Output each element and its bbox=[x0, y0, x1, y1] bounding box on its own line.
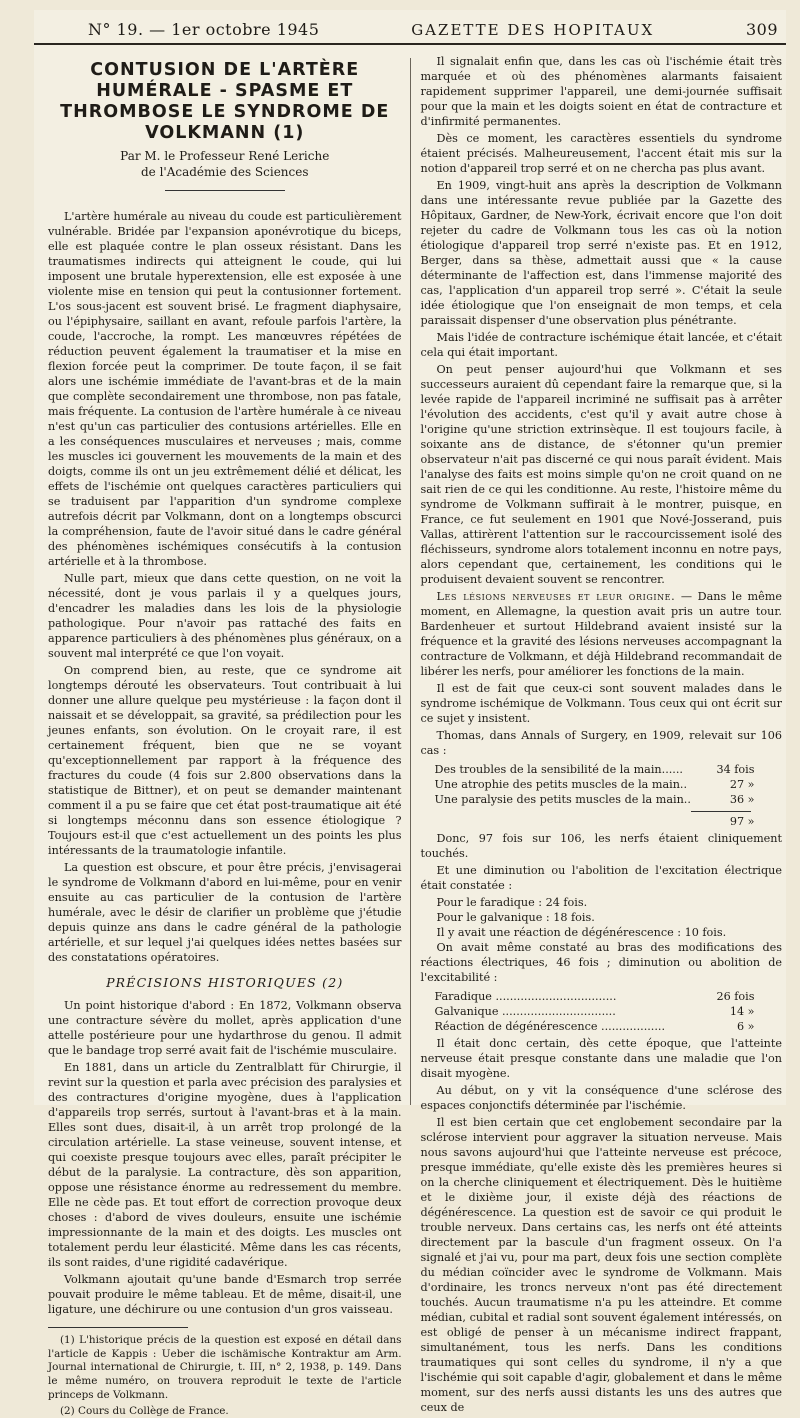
paragraph: Il était donc certain, dès cette époque, que l'atteinte nerveuse était presque constante dans une maladie que l'on disait myogène. bbox=[420, 1037, 782, 1080]
paragraph-text: — Dans le même moment, en Allemagne, la question avait pris un autre tour. Bardenheuer et surtout Hildebrand avaient insisté sur la fréquence et la gravité des lésions nerveuses accompagnant la contracture de Volkmann, et déjà Hildebrand recommandait de libérer les nerfs, pour améliorer les fonctions de la main. bbox=[420, 590, 783, 678]
journal-name: GAZETTE DES HOPITAUX bbox=[411, 21, 655, 39]
paragraph: On comprend bien, au reste, que ce syndrome ait longtemps dérouté les observateurs. Tout contribuait à lui donner une allure quelque peu mystérieuse : la façon dont il naissait et se développait, sa gravité, sa prédilection pour les jeunes enfants, son évolution. On le croyait rare, il est certainement fréquent, bien que ne se voyant qu'exceptionnellement par rapport à la fréquence des fractures du coude (4 fois sur 2.800 observations dans la statistique de Bittner), et on peut se demander maintenant comment il a pu se faire que cet état post-traumatique ait été si longtemps méconnu dans son essence étiologique ? Toujours est-il que c'est actuellement un des points les plus intéressants de la traumatologie infantile. bbox=[48, 664, 402, 858]
line: Pour le galvanique : 18 fois. bbox=[436, 911, 595, 924]
stats-table-thomas bbox=[435, 762, 783, 829]
page-number: 309 bbox=[745, 20, 778, 39]
stats-row: Galvanique ................................ 14 » bbox=[434, 1005, 755, 1018]
stats-row: Faradique .................................. 26 fois bbox=[434, 990, 755, 1003]
footnote: (1) L'historique précis de la question est exposé en détail dans l'article de Kappis : Ueber die ischämische Kontraktur am Arm. Journal international de Chirurgie, t. III, n° 2, 1938, p. 149. Dans le même numéro, on trouvera reproduit le texte de l'article princeps de Volkmann. bbox=[48, 1333, 402, 1401]
nerves-heading: Les lésions nerveuses et leur origine. bbox=[436, 590, 676, 603]
section-heading: PRÉCISIONS HISTORIQUES (2) bbox=[106, 975, 344, 991]
page-header bbox=[34, 10, 786, 45]
paragraph: Thomas, dans Annals of Surgery, en 1909, relevait sur 106 cas : bbox=[420, 729, 782, 757]
article-author: Par M. le Professeur René Leriche bbox=[120, 149, 330, 163]
column-divider bbox=[410, 58, 411, 1105]
author-affiliation: de l'Académie des Sciences bbox=[140, 165, 309, 180]
stats-total: 97 » bbox=[729, 815, 755, 828]
footnote-separator bbox=[48, 1327, 188, 1328]
paragraph: Volkmann ajoutait qu'une bande d'Esmarch trop serrée pouvait produire le même tableau. Et de même, disait-il, une ligature, une déchirure ou une contusion d'un gros vaisseau. bbox=[48, 1272, 402, 1316]
left-column bbox=[34, 54, 406, 1417]
stats-table-electric bbox=[435, 989, 783, 1034]
sum-rule bbox=[691, 811, 751, 812]
line: Il y avait une réaction de dégénérescence : 10 fois. bbox=[436, 926, 727, 939]
paragraph: En 1881, dans un article du Zentralblatt für Chirurgie, il revint sur la question et parla avec précision des paralysies et des contractures d'origine myogène, dues à l'application d'appareils trop serrés, surtout à l'avant-bras et à la main. Elles sont dues, disait-il, à un arrêt trop prolongé de la circulation artérielle. La stase veineuse, souvent intense, et qui coexiste presque toujours avec elles, paraît précipiter le début de la paralysie. La contracture, dès son apparition, oppose une résistance énorme au redressement du membre. Elle ne cède pas. Et tout effort de correction provoque deux choses : d'abord de vives douleurs, ensuite une ischémie impressionnante de la main et des doigts. Les muscles ont totalement perdu leur élasticité. Même dans les cas récents, ils sont raides, d'une rigidité cadavérique. bbox=[48, 1060, 402, 1269]
issue-date: N° 19. — 1er octobre 1945 bbox=[88, 20, 320, 39]
paragraph: Il est de fait que ceux-ci sont souvent malades dans le syndrome ischémique de Volkmann. Tous ceux qui ont écrit sur ce sujet y insistent. bbox=[420, 682, 782, 725]
paragraph: La question est obscure, et pour être précis, j'envisagerai le syndrome de Volkmann d'abord en lui-même, pour en venir ensuite au cas particulier de la contusion de l'artère humérale, avec le désir de clarifier un problème que j'étudie depuis quinze ans dans le cadre général de la pathologie artérielle, et sur lequel j'ai quelques idées nettes basées sur des constatations opératoires. bbox=[48, 861, 402, 965]
paragraph: En 1909, vingt-huit ans après la description de Volkmann dans une intéressante revue publiée par la Gazette des Hôpitaux, Gardner, de New-York, écrivait encore que l'on doit rejeter du cadre de Volkmann tous les cas où la notion étiologique d'appareil trop serré n'existe pas. Et en 1912, Berger, dans sa thèse, admettait aussi que « la cause déterminante de l'affection est, dans l'immense majorité des cas, l'application d'un appareil trop serré ». C'était la seule idée étiologique que l'on enseignait de mon temps, et cela paraissait dispenser d'une observation plus pénétrante. bbox=[420, 179, 782, 327]
paragraph: Dès ce moment, les caractères essentiels du syndrome étaient précisés. Malheureusement, l'accent était mis sur la notion d'appareil trop serré et on ne chercha pas plus avant. bbox=[420, 132, 782, 175]
journal-page bbox=[34, 10, 786, 1417]
paragraph: Au début, on y vit la conséquence d'une sclérose des espaces conjonctifs déterminée par l'ischémie. bbox=[420, 1084, 782, 1112]
paragraph: Mais l'idée de contracture ischémique était lancée, et c'était cela qui était important. bbox=[420, 331, 782, 359]
article-title: CONTUSION DE L'ARTÈRE HUMÉRALE - SPASME ET THROMBOSE LE SYNDROME DE VOLKMANN (1) bbox=[60, 60, 390, 143]
paragraph: L'artère humérale au niveau du coude est particulièrement vulnérable. Bridée par l'expansion aponévrotique du biceps, elle est plaquée contre le plan osseux résistant. Dans les traumatismes indirects qui atteignent le coude, qui lui imposent une brutale hyperextension, elle est exposée à une violente mise en tension qui peut la contusionner fortement. L'os sous-jacent est souvent brisé. Le fragment diaphysaire, ou l'épiphysaire, saillant en avant, refoule parfois l'artère, la coude, l'accroche, la rompt. Les manœuvres répétées de réduction peuvent également la traumatiser et la mise en flexion forcée peut la comprimer. De toute façon, il se fait alors une ischémie immédiate de l'avant-bras et de la main que complète secondairement une thrombose, non pas fatale, mais fréquente. La contusion de l'artère humérale à ce niveau n'est qu'un cas particulier des contusions artérielles. Elle en a les conséquences musculaires et nerveuses ; mais, comme les muscles ici gouvernent les mouvements de la main et des doigts, comme ils ont un jeu extrêmement délié et délicat, les effets de l'ischémie ont quelques caractères particuliers qui se traduisent par l'apparition d'un syndrome complexe autrefois décrit par Volkmann, dont on a longtemps obscurci la compréhension, faute de l'avoir situé dans le cadre général des phénomènes ischémiques consécutifs à la contusion artérielle et à la thrombose. bbox=[48, 210, 402, 569]
paragraph: On avait même constaté au bras des modifications des réactions électriques, 46 fois ; diminution ou abolition de l'excitabilité : bbox=[420, 941, 782, 984]
title-separator bbox=[165, 190, 285, 191]
footnote: (2) Cours du Collège de France. bbox=[60, 1404, 229, 1417]
paragraph bbox=[421, 589, 783, 679]
stats-row: Une paralysie des petits muscles de la main.. 36 » bbox=[434, 793, 755, 806]
stats-row: Une atrophie des petits muscles de la main.. 27 » bbox=[434, 778, 755, 791]
paragraph: Donc, 97 fois sur 106, les nerfs étaient cliniquement touchés. bbox=[420, 832, 782, 860]
paragraph: Et une diminution ou l'abolition de l'excitation électrique était constatée : bbox=[420, 864, 782, 892]
paragraph: Il est bien certain que cet englobement secondaire par la sclérose intervient pour aggraver la situation nerveuse. Mais nous savons aujourd'hui que l'atteinte nerveuse est précoce, presque immédiate, qu'elle existe dès les premières heures si on la cherche cliniquement et électriquement. Dès le huitième et le dixième jour, il existe déjà des réactions de dégénérescence. La question est de savoir ce qui produit le trouble nerveux. Dans certains cas, les nerfs ont été atteints directement par la bascule d'un fragment osseux. On l'a signalé et j'ai vu, pour ma part, deux fois une section complète du médian coïncider avec le syndrome de Volkmann. Mais d'ordinaire, les troncs nerveux n'ont pas été directement touchés. Aucun traumatisme n'a pu les atteindre. Et comme médian, cubital et radial sont souvent également intéressés, on est obligé de penser à un mécanisme indirect frappant, simultanément, tous les nerfs. Dans les conditions traumatiques qui sont celles du syndrome, il n'y a que l'ischémie qui soit capable d'agir, globalement et dans le même moment, sur des nerfs aussi distants les uns des autres que ceux de bbox=[420, 1116, 782, 1414]
paragraph: Un point historique d'abord : En 1872, Volkmann observa une contracture sévère du mollet, après application d'une attelle postérieure pour une hydarthrose du genou. Il admit que le bandage trop serré avait fait de l'ischémie musculaire. bbox=[48, 998, 402, 1057]
paragraph: Nulle part, mieux que dans cette question, on ne voit la nécessité, dont je vous parlais il y a quelques jours, d'encadrer les maladies dans les lois de la physiologie pathologique. Pour n'avoir pas rattaché des faits en apparence particuliers à des phénomènes plus généraux, on a souvent mal interprété ce que l'on voyait. bbox=[48, 572, 402, 661]
stats-row: Réaction de dégénérescence .................. 6 » bbox=[434, 1020, 755, 1033]
stats-row: Des troubles de la sensibilité de la main...... 34 fois bbox=[434, 763, 755, 776]
paragraph: On peut penser aujourd'hui que Volkmann et ses successeurs auraient dû cependant faire la remarque que, si la levée rapide de l'appareil incriminé ne suffisait pas à arrêter l'évolution des accidents, c'est qu'il y avait autre chose à l'origine qu'une striction extrinsèque. Il est toujours facile, à soixante ans de distance, de s'étonner qu'un premier observateur n'ait pas discerné ce qui nous paraît évident. Mais l'analyse des faits est moins simple qu'on ne croit quand on ne sait rien de ce qui les conditionne. Au reste, l'histoire même du syndrome de Volkmann suffirait à le montrer, puisque, en France, ce fut seulement en 1901 que Nové-Josserand, puis Vallas, attirèrent l'attention sur le raccourcissement isolé des fléchisseurs, syndrome alors totalement inconnu en notre pays, alors cependant que, certainement, les conditions qui le produisent devaient souvent se rencontrer. bbox=[420, 363, 782, 586]
line: Pour le faradique : 24 fois. bbox=[436, 896, 588, 909]
right-column bbox=[415, 54, 787, 1414]
paragraph: Il signalait enfin que, dans les cas où l'ischémie était très marquée et où des phénomènes alarmants faisaient rapidement supprimer l'appareil, une demi-journée suffisait pour que la main et les doigts soient en état de contracture et d'infirmité permanentes. bbox=[420, 55, 782, 128]
